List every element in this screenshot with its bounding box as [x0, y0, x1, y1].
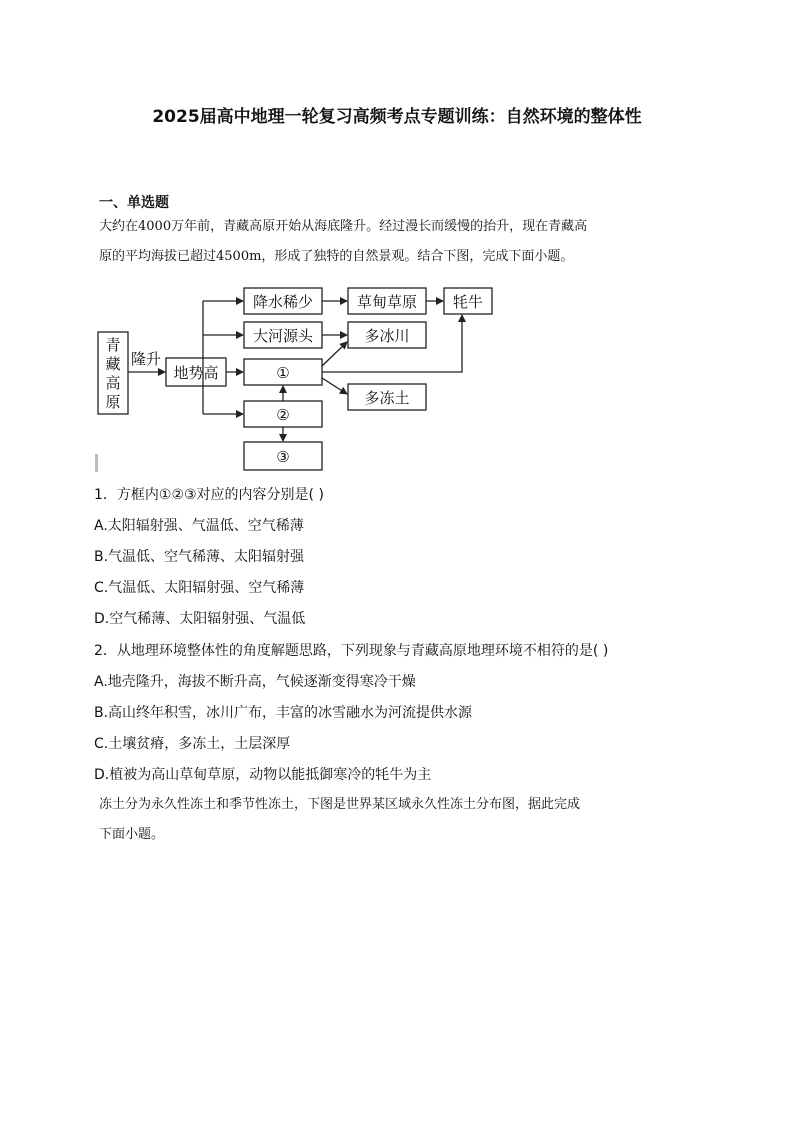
- question-1-stem: 1．方框内①②③对应的内容分别是( ): [94, 487, 324, 503]
- arrow-1-to-glacier: [322, 342, 347, 366]
- label-yak: 牦牛: [452, 293, 484, 311]
- flow-diagram: [94, 284, 514, 474]
- question-1-option-c: C.气温低、太阳辐射强、空气稀薄: [94, 580, 305, 596]
- intro-line: 原的平均海拔已超过4500m，形成了独特的自然景观。结合下图，完成下面小题。: [99, 249, 574, 264]
- question-2-option-b: B.高山终年积雪，冰川广布，丰富的冰雪融水为河流提供水源: [94, 705, 473, 721]
- arrow-1-to-permafrost: [322, 378, 347, 394]
- question-1-option-b: B.气温低、空气稀薄、太阳辐射强: [94, 549, 305, 565]
- question-2-option-c: C.土壤贫瘠，多冻土，土层深厚: [94, 736, 291, 752]
- intro2-line: 冻土分为永久性冻土和季节性冻土，下图是世界某区域永久性冻土分布图，据此完成: [99, 797, 581, 812]
- label-meadow: 草甸草原: [356, 293, 418, 311]
- question-2-option-a: A.地壳隆升，海拔不断升高，气候逐渐变得寒冷干燥: [94, 674, 416, 690]
- intro2-line: 下面小题。: [99, 827, 165, 842]
- section-heading: 一、单选题: [99, 195, 169, 211]
- question-1-option-d: D.空气稀薄、太阳辐射强、气温低: [94, 611, 306, 627]
- label-glacier: 多冰川: [364, 327, 410, 345]
- label-start: 青藏高原: [105, 336, 121, 411]
- intro-paragraph: [99, 212, 699, 272]
- question-2-option-d: D.植被为高山草甸草原，动物以能抵御寒冷的牦牛为主: [94, 767, 432, 783]
- label-low-rain: 降水稀少: [252, 293, 314, 311]
- intro-line: 大约在4000万年前，青藏高原开始从海底隆升。经过漫长而缓慢的抬升，现在青藏高: [99, 219, 588, 234]
- intro2-paragraph: [99, 790, 699, 850]
- label-river-source: 大河源头: [252, 327, 314, 345]
- label-permafrost: 多冻土: [364, 389, 410, 407]
- scan-mark: [95, 454, 98, 472]
- question-1-option-a: A.太阳辐射强、气温低、空气稀薄: [94, 518, 304, 534]
- label-1: ①: [276, 364, 290, 382]
- page-title: 2025届高中地理一轮复习高频考点专题训练：自然环境的整体性: [152, 107, 642, 127]
- label-2: ②: [276, 406, 290, 424]
- label-uplift: 隆升: [130, 350, 162, 368]
- label-elevation: 地势高: [173, 364, 219, 382]
- question-2-stem: 2．从地理环境整体性的角度解题思路，下列现象与青藏高原地理环境不相符的是( ): [94, 643, 609, 659]
- label-3: ③: [276, 448, 290, 466]
